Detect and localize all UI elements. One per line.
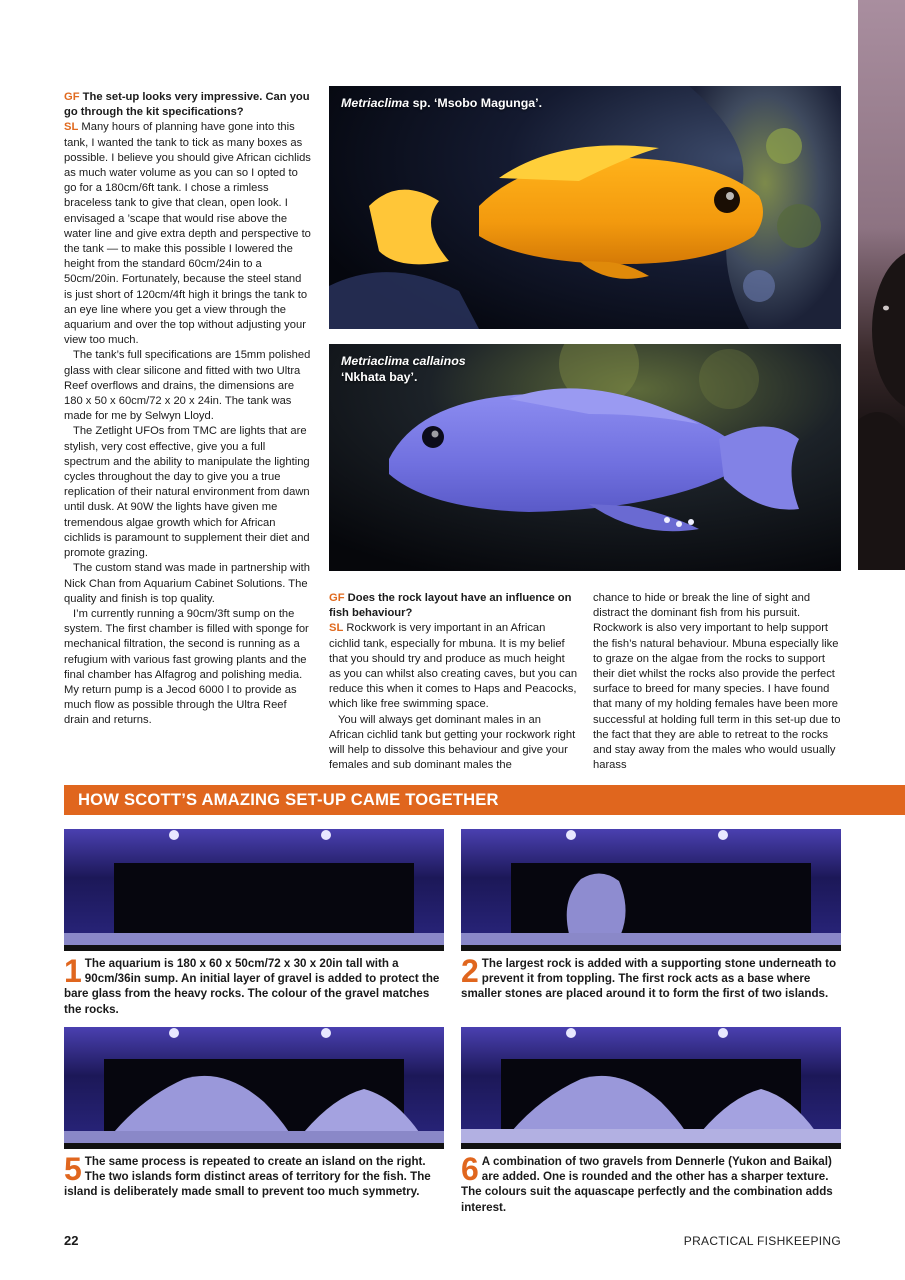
paragraph [329,591,578,621]
step-6-caption [461,1151,841,1215]
article-column-2 [329,591,578,773]
step-number: 5 [64,1151,82,1187]
paragraph-text: The Zetlight UFOs from TMC are lights that are stylish, very cost effective, give you a full spectrum and the ability to manipulate the lighting cycles throughout the day to give you a true replication of their natural environment from dawn until dusk. At 90W the lights have given me tremendous algae growth which for African cichlids is paramount to supplement their diet and promote grazing. [64,425,310,560]
step-text: The aquarium is 180 x 60 x 50cm/72 x 30 x 20in tall with a 90cm/36in sump. An initial layer of gravel is added to protect the bare glass from the heavy rocks. The colour of the gravel matches the rocks. [64,957,440,1016]
question-text: The set-up looks very impressive. Can you go through the kit specifications? [64,91,310,119]
adjacent-photo-edge [858,0,905,570]
paragraph [64,607,312,729]
article-column-1 [64,90,312,729]
step-2-caption [461,953,841,1002]
banner-title: HOW SCOTT’S AMAZING SET-UP CAME TOGETHER [78,790,499,809]
step-number: 6 [461,1151,479,1187]
speaker-tag: SL [329,622,344,635]
paragraph [593,591,842,773]
step-number: 1 [64,953,82,989]
paragraph [64,348,312,424]
paragraph-text: The tank’s full specifications are 15mm polished glass with clear silicone and fitted with two Ultra Reef overflows and drains, the dimensions are 180 x 50 x 60cm/72 x 20 x 24in. The tank was made for me by Selwyn Lloyd. [64,349,311,423]
paragraph [64,424,312,561]
step-1-caption [64,953,444,1017]
question-text: Does the rock layout have an influence on fish behaviour? [329,592,572,620]
tank-photo-step-5 [64,1027,444,1149]
photo1-caption: Metriaclima sp. ‘Msobo Magunga’. [341,96,543,110]
paragraph [64,120,312,348]
page-number: 22 [64,1233,79,1248]
paragraph [329,713,578,774]
section-banner [64,785,905,815]
tank-photo-step-2 [461,829,841,951]
paragraph-text: I’m currently running a 90cm/3ft sump on the system. The first chamber is filled with sponge for mechanical filtration, the second is running as a refugium with various fast growing plants and the final chamber has Alfagrog and polishing media. My return pump is a Jecod 6000 l to provide as much flow as possible through the Ultra Reef drain and returns. [64,607,309,727]
paragraph-text: chance to hide or break the line of sight and distract the dominant fish from his pursuit. Rockwork is also very important to help support the fish’s natural behaviour. Mbuna especially like to graze on the algae from the rocks to support their diet whilst the rocks also provide the perfect surface to breed for many species. I have found that many of my holding females have been more successful at holding full term in this set-up due to the fact that they are able to retreat to the rocks and stay away from the males who would usually harass [593,592,841,772]
tank-photo-step-1 [64,829,444,951]
photo-msobo-magunga [329,86,841,329]
step-text: The largest rock is added with a supporting stone underneath to prevent it from toppling. The first rock acts as a base where smaller stones are placed around it to form the first of two islands. [461,957,837,1001]
paragraph-text: The custom stand was made in partnership with Nick Chan from Aquarium Cabinet Solutions. The quality and finish is top quality. [64,562,310,605]
speaker-tag: GF [64,91,80,103]
paragraph-text: You will always get dominant males in an African cichlid tank but getting your rockwork right will help to dissolve this behaviour and give your females and sub dominant males the [329,713,576,772]
step-text: A combination of two gravels from Dennerle (Yukon and Baikal) are added. One is rounded and the other has a sharper texture. The colours suit the aquascape perfectly and the combination adds interest. [461,1155,833,1214]
paragraph [64,90,312,120]
paragraph [329,621,578,712]
publication-name: PRACTICAL FISHKEEPING [683,1234,841,1248]
article-column-3 [593,591,842,773]
paragraph [64,561,312,607]
photo2-caption: Metriaclima callainos ‘Nkhata bay’. [341,354,466,384]
step-number: 2 [461,953,479,989]
speaker-tag: SL [64,121,79,134]
speaker-tag: GF [329,592,345,604]
paragraph-text: Rockwork is very important in an African cichlid tank, especially for mbuna. It is my belief that you should try and produce as much height as you can whilst also creating caves, but you can reduce this when it comes to Haps and Peacocks, which like free swimming space. [329,622,578,711]
step-text: The same process is repeated to create an island on the right. The two islands form distinct areas of territory for the fish. The island is deliberately made small to prevent too much symmetry. [64,1155,431,1199]
step-5-caption [64,1151,444,1200]
tank-photo-step-6 [461,1027,841,1149]
paragraph-text: Many hours of planning have gone into this tank, I wanted the tank to tick as many boxes as possible. I believe you should give African cichlids as much water volume as you can so I opted to go for a 180cm/6ft tank. I chose a rimless braceless tank to give that clean, open look. I envisaged a ’scape that would rise above the water line and give extra depth and perspective to the tank — to make this possible I lowered the height from the standard 60cm/24in to a 50cm/20in. Fortunately, because the steel stand is just short of 120cm/4ft high it brings the tank to an eye line where you get a view through the aquarium and over the top without adjusting your view too much. [64,121,311,347]
photo-nkhata-bay [329,344,841,571]
